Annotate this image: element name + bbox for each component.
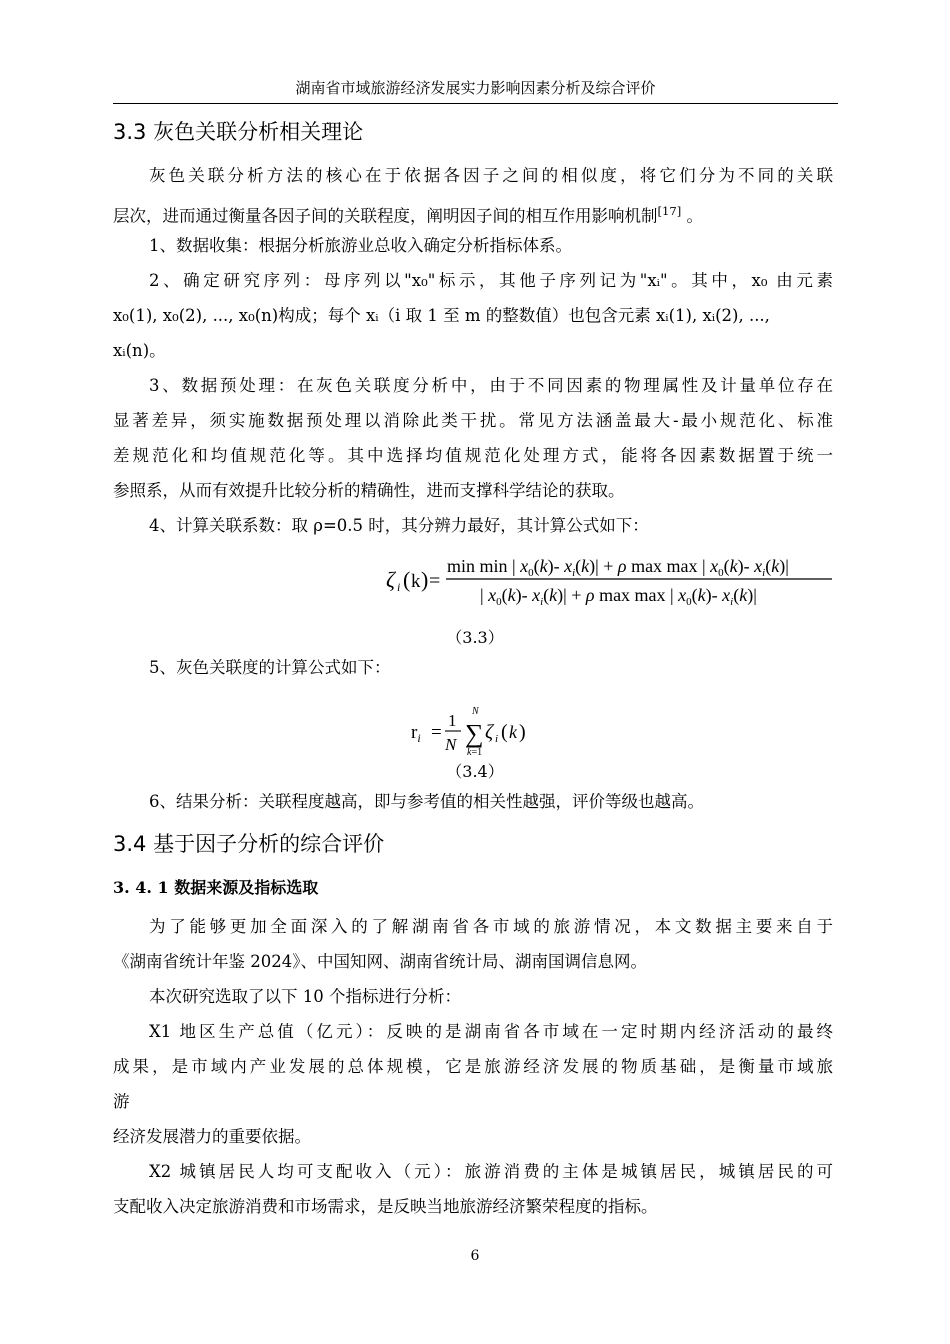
step-3-line: 参照系，从而有效提升比较分析的精确性，进而支撑科学结论的获取。 bbox=[113, 481, 625, 500]
paragraph-text: 。 bbox=[681, 206, 703, 226]
svg-text:| x0(k)- xi(k)| + ρ max max |: | $x_0(k)-$ $x_i(k)| + \rho$ max max | $x_0(k)-$ $x_i(k)|$ bbox=[480, 585, 757, 608]
svg-text:ri: $r_i$ bbox=[411, 722, 421, 745]
header-rule bbox=[113, 103, 838, 104]
step-6: 6、结果分析：关联程度越高，即与参考值的相关性越强，评价等级也越高。 bbox=[149, 792, 704, 811]
svg-text:∑: ∑ bbox=[465, 719, 484, 748]
paragraph-line: 本次研究选取了以下 10 个指标进行分析： bbox=[149, 987, 461, 1006]
paragraph-text: 层次，进而通过衡量各因子间的关联程度，阐明因子间的相互作用影响机制 bbox=[113, 206, 658, 226]
indicator-x1-line: 成果，是市域内产业发展的总体规模，它是旅游经济发展的物质基础，是衡量市域旅 bbox=[113, 1057, 833, 1076]
section-heading-3-4: 3.4 基于因子分析的综合评价 bbox=[113, 832, 385, 856]
indicator-x1-line: 游 bbox=[113, 1092, 130, 1111]
svg-text:N: N bbox=[445, 735, 457, 754]
step-3-line: 3、数据预处理：在灰色关联度分析中，由于不同因素的物理属性及计量单位存在 bbox=[149, 376, 833, 395]
equation-number: （3.4） bbox=[446, 762, 504, 781]
svg-text:k=1: k=1 bbox=[467, 747, 483, 758]
svg-text:k: k bbox=[509, 722, 517, 742]
equation-number: （3.3） bbox=[446, 628, 504, 647]
svg-text:i: i bbox=[495, 733, 499, 745]
paragraph-line: 灰色关联分析方法的核心在于依据各因子之间的相似度，将它们分为不同的关联 bbox=[149, 166, 833, 185]
subsection-heading-3-4-1: 3. 4. 1 数据来源及指标选取 bbox=[113, 878, 319, 897]
running-header: 湖南省市域旅游经济发展实力影响因素分析及综合评价 bbox=[295, 79, 656, 97]
indicator-x2-line: X2 城镇居民人均可支配收入（元）：旅游消费的主体是城镇居民，城镇居民的可 bbox=[149, 1162, 833, 1181]
svg-text:N: N bbox=[472, 706, 479, 717]
section-heading-3-3: 3.3 灰色关联分析相关理论 bbox=[113, 120, 364, 144]
svg-text:): ) bbox=[421, 567, 429, 592]
svg-text:(: ( bbox=[403, 567, 411, 592]
svg-text:(: ( bbox=[501, 721, 508, 743]
paragraph-line: 《湖南省统计年鉴 2024》、中国知网、湖南省统计局、湖南国调信息网。 bbox=[113, 952, 647, 971]
indicator-x1-line: 经济发展潜力的重要依据。 bbox=[113, 1127, 311, 1146]
page-number: 6 bbox=[470, 1248, 480, 1264]
step-2-line: xᵢ(n)。 bbox=[113, 341, 166, 360]
paragraph-line: 为了能够更加全面深入的了解湖南省各市域的旅游情况，本文数据主要来自于 bbox=[149, 917, 833, 936]
grey-relational-degree-formula bbox=[405, 702, 545, 760]
svg-text:i: i bbox=[397, 580, 401, 594]
paragraph-line bbox=[113, 199, 703, 229]
citation: [17] bbox=[657, 204, 682, 218]
step-2-line: x₀(1), x₀(2), ..., x₀(n)构成；每个 xᵢ（i 取 1 至 m 的整数值）也包含元素 xᵢ(1), xᵢ(2), ..., bbox=[113, 306, 770, 325]
svg-text:ζ: ζ bbox=[485, 721, 494, 743]
svg-text:k: k bbox=[411, 571, 421, 592]
svg-text:1: 1 bbox=[448, 711, 457, 730]
svg-text:): ) bbox=[519, 721, 526, 743]
step-1: 1、数据收集：根据分析旅游业总收入确定分析指标体系。 bbox=[149, 236, 572, 255]
svg-text:ζ: ζ bbox=[386, 567, 395, 592]
step-2-line: 2、确定研究序列：母序列以"x₀"标示，其他子序列记为"xᵢ"。其中，x₀ 由元素 bbox=[149, 271, 833, 290]
indicator-x2-line: 支配收入决定旅游消费和市场需求，是反映当地旅游经济繁荣程度的指标。 bbox=[113, 1197, 658, 1216]
correlation-coefficient-formula bbox=[380, 548, 840, 612]
svg-text:min min | x0(k)- xi(k)| + ρ ma: min min | $x_0(k)-$ $x_i(k)| + \rho$ max max | $x_0(k)-$ $x_i(k)|$ bbox=[447, 556, 789, 579]
step-4: 4、计算关联系数：取 ρ=0.5 时，其分辨力最好，其计算公式如下： bbox=[149, 516, 649, 535]
indicator-x1-line: X1 地区生产总值（亿元）：反映的是湖南省各市域在一定时期内经济活动的最终 bbox=[149, 1022, 833, 1041]
svg-text:=: = bbox=[431, 722, 442, 743]
step-5: 5、灰色关联度的计算公式如下： bbox=[149, 658, 391, 677]
step-3-line: 差规范化和均值规范化等。其中选择均值规范化处理方式，能将各因素数据置于统一 bbox=[113, 446, 833, 465]
step-3-line: 显著差异，须实施数据预处理以消除此类干扰。常见方法涵盖最大-最小规范化、标准 bbox=[113, 411, 833, 430]
svg-text:=: = bbox=[429, 570, 441, 592]
